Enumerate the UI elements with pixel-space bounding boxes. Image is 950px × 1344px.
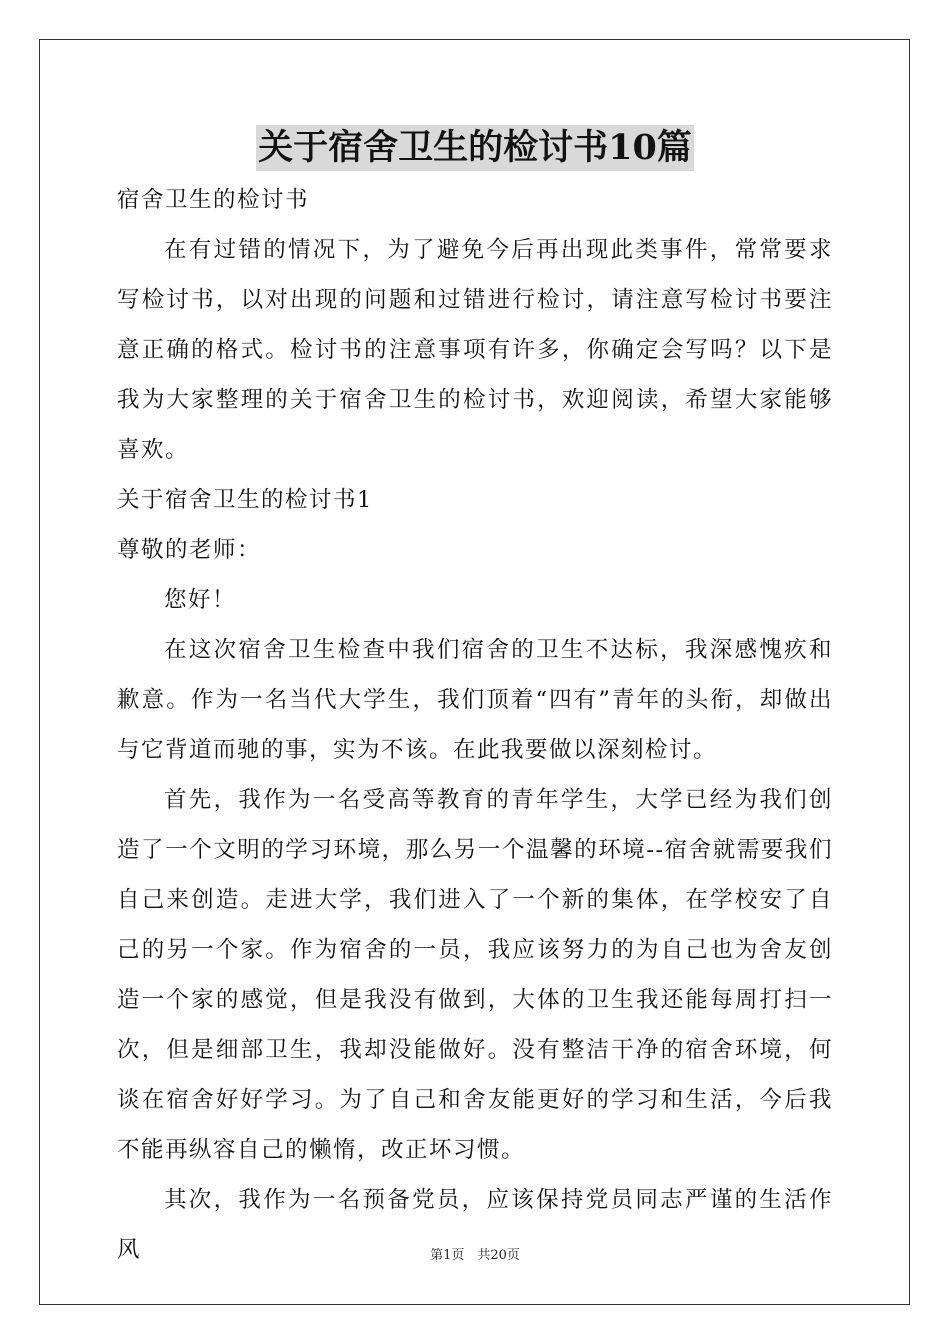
paragraph-salutation: 尊敬的老师： (117, 537, 262, 563)
document-title: 关于宿舍卫生的检讨书10篇 (256, 125, 694, 171)
paragraph-greeting: 您好！ (164, 587, 237, 613)
paragraph-section-heading: 关于宿舍卫生的检讨书1 (117, 487, 373, 513)
title-container (0, 125, 950, 171)
paragraph-body: 在这次宿舍卫生检查中我们宿舍的卫生不达标，我深感愧疚和歉意。作为一名当代大学生，我们顶着“四有”青年的头衔，却做出与它背道而驰的事，实为不该。在此我要做以深刻检讨。 (117, 637, 833, 763)
paragraph-body: 首先，我作为一名受高等教育的青年学生，大学已经为我们创造了一个文明的学习环境，那么另一个温馨的环境--宿舍就需要我们自己来创造。走进大学，我们进入了一个新的集体，在学校安了自己的另一个家。作为宿舍的一员，我应该努力的为自己也为舍友创造一个家的感觉，但是我没有做到，大体的卫生我还能每周打扫一次，但是细部卫生，我却没能做好。没有整洁干净的宿舍环境，何谈在宿舍好好学习。为了自己和舍友能更好的学习和生活，今后我不能再纵容自己的懒惰，改正坏习惯。 (117, 787, 833, 1163)
page-number-label: 第1页 共20页 (430, 1248, 520, 1263)
paragraph-body: 其次，我作为一名预备党员，应该保持党员同志严谨的生活作风 (117, 1187, 833, 1263)
document-body (117, 175, 833, 1275)
paragraph-intro: 在有过错的情况下，为了避免今后再出现此类事件，常常要求写检讨书，以对出现的问题和过错进行检讨，请注意写检讨书要注意正确的格式。检讨书的注意事项有许多，你确定会写吗？以下是我为大家整理的关于宿舍卫生的检讨书，欢迎阅读，希望大家能够喜欢。 (117, 237, 833, 463)
paragraph-subtitle: 宿舍卫生的检讨书 (117, 187, 310, 213)
page-footer (0, 1247, 950, 1265)
